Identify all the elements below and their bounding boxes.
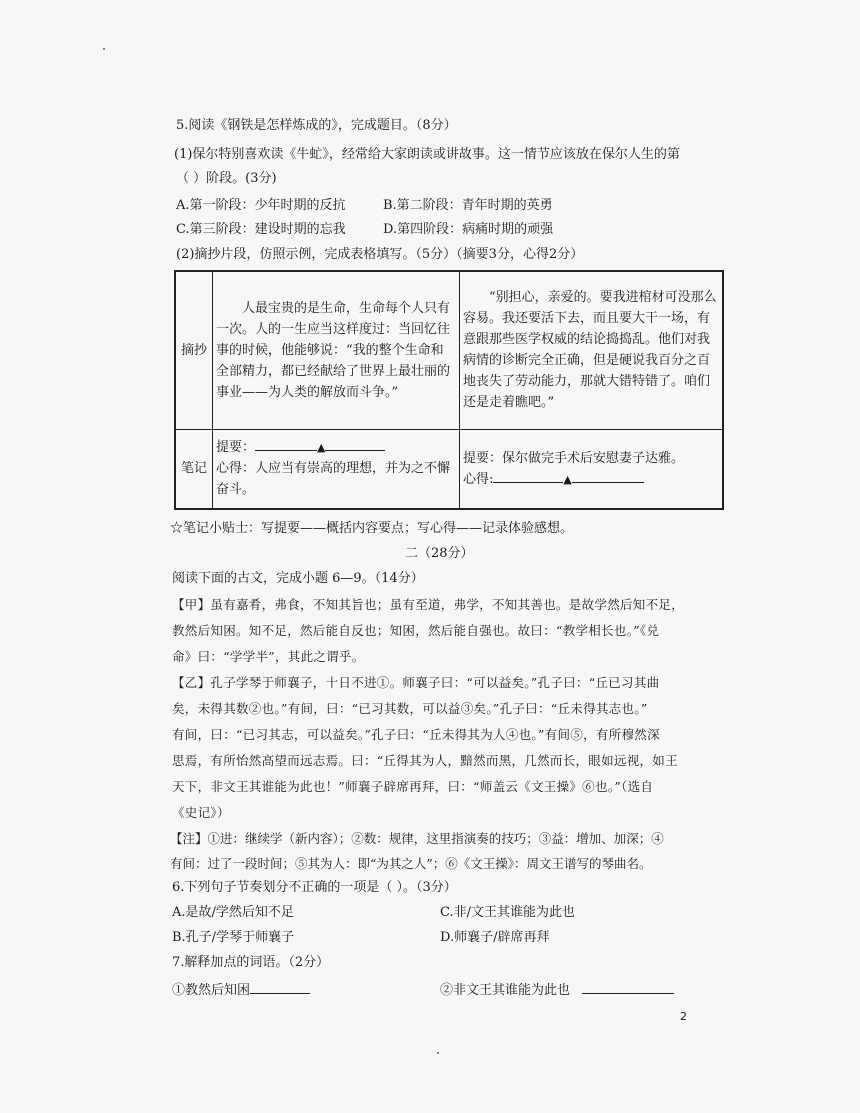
notes-row bbox=[175, 429, 723, 509]
q5-option-c: C.第三阶段：建设时期的忘我 bbox=[176, 222, 346, 237]
notes-left-cell bbox=[213, 429, 460, 509]
q7-item-2-answer[interactable] bbox=[582, 980, 674, 994]
summary-answer-blank[interactable] bbox=[255, 437, 317, 451]
q7-item-2 bbox=[440, 980, 674, 1000]
annotation-note: 有间：过了一段时间；⑤其为人：即“为其之人”；⑥《文王操》：周文王谱写的琴曲名。 bbox=[170, 856, 652, 871]
summary-answer-blank[interactable] bbox=[325, 437, 385, 451]
notes-right-feeling bbox=[463, 469, 719, 490]
passage-yi-line: 《史记》） bbox=[172, 805, 230, 820]
triangle-marker: ▲ bbox=[317, 441, 326, 455]
notes-left-feeling: 心得：人应当有崇高的理想，并为之不懈奋斗。 bbox=[216, 461, 451, 498]
q5-part2: (2)摘抄片段，仿照示例，完成表格填写。（5分）（摘要3分，心得2分） bbox=[176, 247, 584, 262]
passage-yi-line: 矣，未得其数②也。”有间，曰：“已习其数，可以益③矣。”孔子曰：“丘未得其志也。” bbox=[172, 701, 648, 716]
notes-right-summary: 提要：保尔做完手术后安慰妻子达雅。 bbox=[463, 450, 685, 466]
q6-option-d: D.师襄子/辟席再拜 bbox=[440, 930, 550, 945]
q6-option-b: B.孔子/学琴于师襄子 bbox=[172, 930, 295, 945]
q5-option-a: A.第一阶段：少年时期的反抗 bbox=[176, 198, 346, 213]
section-2-heading: 二（28分） bbox=[405, 546, 474, 561]
scan-speck bbox=[103, 48, 105, 50]
section-2-intro: 阅读下面的古文，完成小题 6—9。（14分） bbox=[172, 571, 424, 586]
q5-title: 5.阅读《钢铁是怎样炼成的》，完成题目。（8分） bbox=[176, 118, 457, 133]
q7-item-2-text: ②非文王其谁能为此也 bbox=[440, 983, 571, 998]
passage-jia-line: 教然后知困。知不足，然后能自反也；知困，然后能自强也。故曰：“教学相长也。”《兑 bbox=[172, 623, 660, 638]
triangle-marker: ▲ bbox=[563, 472, 572, 486]
notes-row-header: 笔记 bbox=[175, 429, 213, 509]
q6-stem: 6.下列句子节奏划分不正确的一项是（ ）。（3分） bbox=[172, 880, 457, 895]
excerpt-left-cell bbox=[213, 271, 460, 429]
passage-yi-line: 天下，非文王其谁能为此也！”师襄子辟席再拜，曰：“师盖云《文王操》⑥也。”（选自 bbox=[172, 779, 654, 794]
excerpt-row-header: 摘抄 bbox=[175, 271, 213, 429]
notes-right-cell bbox=[460, 429, 724, 509]
excerpt-right-cell bbox=[460, 271, 724, 429]
feeling-answer-blank[interactable] bbox=[572, 469, 644, 483]
notes-tip: ☆笔记小贴士：写提要——概括内容要点；写心得——记录体验感想。 bbox=[170, 521, 574, 536]
passage-yi-line: 【乙】孔子学琴于师襄子，十日不进①。师襄子曰：“可以益矣。”孔子曰：“丘已习其曲 bbox=[172, 675, 660, 690]
q5-option-b: B.第二阶段：青年时期的英勇 bbox=[383, 198, 553, 213]
excerpt-row bbox=[175, 271, 723, 429]
q6-option-a: A.是故/学然后知不足 bbox=[172, 905, 294, 920]
passage-yi-line: 思焉，有所怡然高望而远志焉。曰：“丘得其为人，黯然而黑，几然而长，眼如远视，如王 bbox=[172, 753, 678, 768]
q6-option-c: C.非/文王其谁能为此也 bbox=[440, 905, 575, 920]
q5-option-d: D.第四阶段：病痛时期的顽强 bbox=[383, 222, 554, 237]
q5-part1-line2: （ ）阶段。(3分) bbox=[176, 171, 277, 186]
q7-item-1-text: ①教然后知困 bbox=[172, 983, 251, 998]
feeling-label: 心得: bbox=[463, 471, 494, 487]
feeling-answer-blank[interactable] bbox=[493, 469, 563, 483]
excerpt-notes-table bbox=[174, 270, 724, 510]
notes-left-summary bbox=[216, 437, 456, 458]
summary-label: 提要： bbox=[216, 440, 256, 456]
scan-speck bbox=[437, 1052, 439, 1054]
q7-stem: 7.解释加点的词语。（2分） bbox=[172, 955, 330, 970]
annotation-note: 【注】①进：继续学（新内容）；②数：规律，这里指演奏的技巧；③益：增加、加深；④ bbox=[170, 831, 664, 846]
passage-jia-line: 命》曰：“学学半”，其此之谓乎。 bbox=[172, 649, 365, 664]
page-number: 2 bbox=[680, 1010, 687, 1023]
passage-yi-line: 有间，曰：“已习其志，可以益矣。”孔子曰：“丘未得其为人④也。”有间⑤，有所穆然深 bbox=[172, 727, 660, 742]
passage-jia-line: 【甲】虽有嘉肴，弗食，不知其旨也；虽有至道，弗学，不知其善也。是故学然后知不足， bbox=[172, 597, 685, 612]
q5-part1-line1: (1)保尔特别喜欢读《牛虻》，经常给大家朗读或讲故事。这一情节应该放在保尔人生的第 bbox=[174, 147, 680, 162]
excerpt-left-text: 人最宝贵的是生命，生命每个人只有一次。人的一生应当这样度过：当回忆往事的时候，他能够说：“我的整个生命和全部精力，都已经献给了世界上最壮丽的事业——为人类的解放而斗争。” bbox=[216, 300, 451, 400]
q7-item-1-answer[interactable] bbox=[250, 980, 310, 994]
excerpt-right-text: “别担心，亲爱的。要我进棺材可没那么容易。我还要活下去，而且要大干一场，有意跟那些医学权威的结论捣捣乱。他们对我病情的诊断完全正确，但是硬说我百分之百地丧失了劳动能力，那就大错特错了。咱们还是走着瞧吧。” bbox=[463, 290, 717, 411]
q7-item-1 bbox=[172, 980, 310, 1000]
